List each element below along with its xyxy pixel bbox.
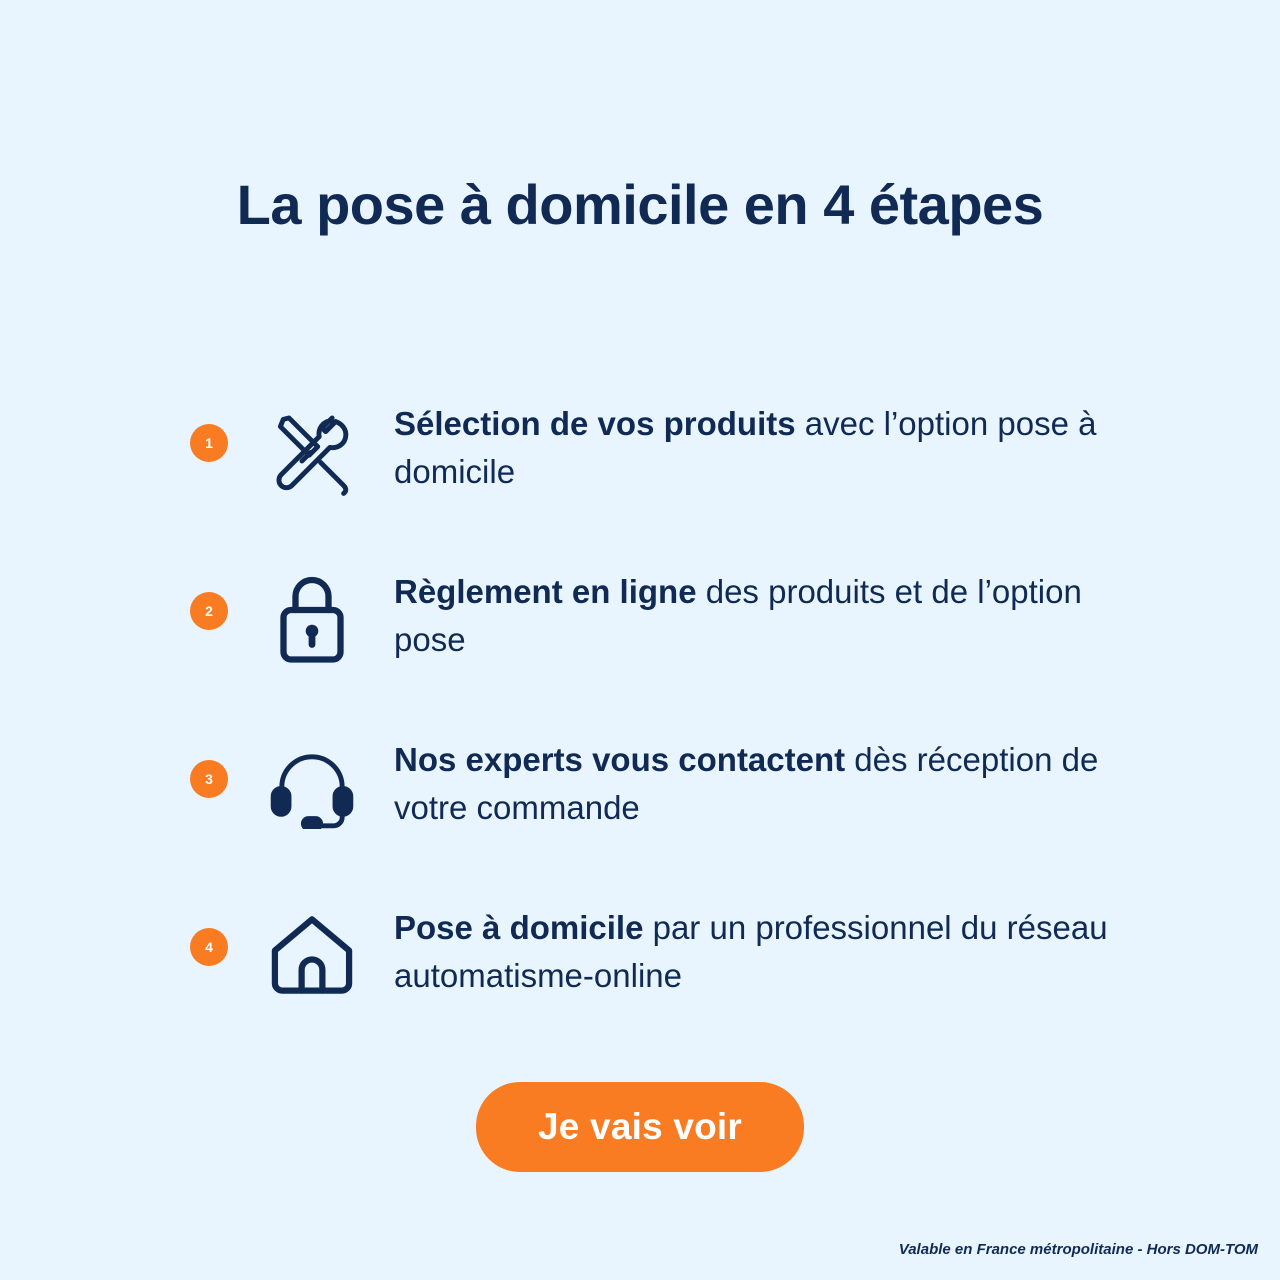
list-item bbox=[190, 886, 1150, 1010]
steps-list bbox=[190, 382, 1150, 1054]
step-rest: avec l’option pose à domicile bbox=[394, 405, 1097, 490]
step-number-badge: 1 bbox=[190, 424, 228, 462]
step-lead: Nos experts vous contactent bbox=[394, 741, 846, 778]
step-number-badge: 2 bbox=[190, 592, 228, 630]
step-number-badge: 3 bbox=[190, 760, 228, 798]
page-title: La pose à domicile en 4 étapes bbox=[236, 173, 1044, 236]
padlock-icon bbox=[252, 564, 372, 674]
step-number-badge: 4 bbox=[190, 928, 228, 966]
legal-footnote: Valable en France métropolitaine - Hors DOM-TOM bbox=[898, 1241, 1258, 1258]
step-lead: Règlement en ligne bbox=[394, 573, 697, 610]
tools-icon bbox=[252, 396, 372, 506]
headset-icon bbox=[252, 732, 372, 842]
list-item bbox=[190, 718, 1150, 842]
list-item bbox=[190, 382, 1150, 506]
cta-container bbox=[0, 1082, 1280, 1172]
list-item bbox=[190, 550, 1150, 674]
step-description bbox=[394, 400, 1150, 496]
step-lead: Sélection de vos produits bbox=[394, 405, 796, 442]
step-rest: des produits et de l’option pose bbox=[394, 573, 1082, 658]
step-lead: Pose à domicile bbox=[394, 909, 644, 946]
step-rest: par un professionnel du réseau automatisme-online bbox=[394, 909, 1108, 994]
step-description bbox=[394, 568, 1150, 664]
step-rest: dès réception de votre commande bbox=[394, 741, 1099, 826]
step-description bbox=[394, 736, 1150, 832]
home-icon bbox=[252, 900, 372, 1010]
see-more-button[interactable]: Je vais voir bbox=[476, 1082, 804, 1172]
step-description bbox=[394, 904, 1150, 1000]
